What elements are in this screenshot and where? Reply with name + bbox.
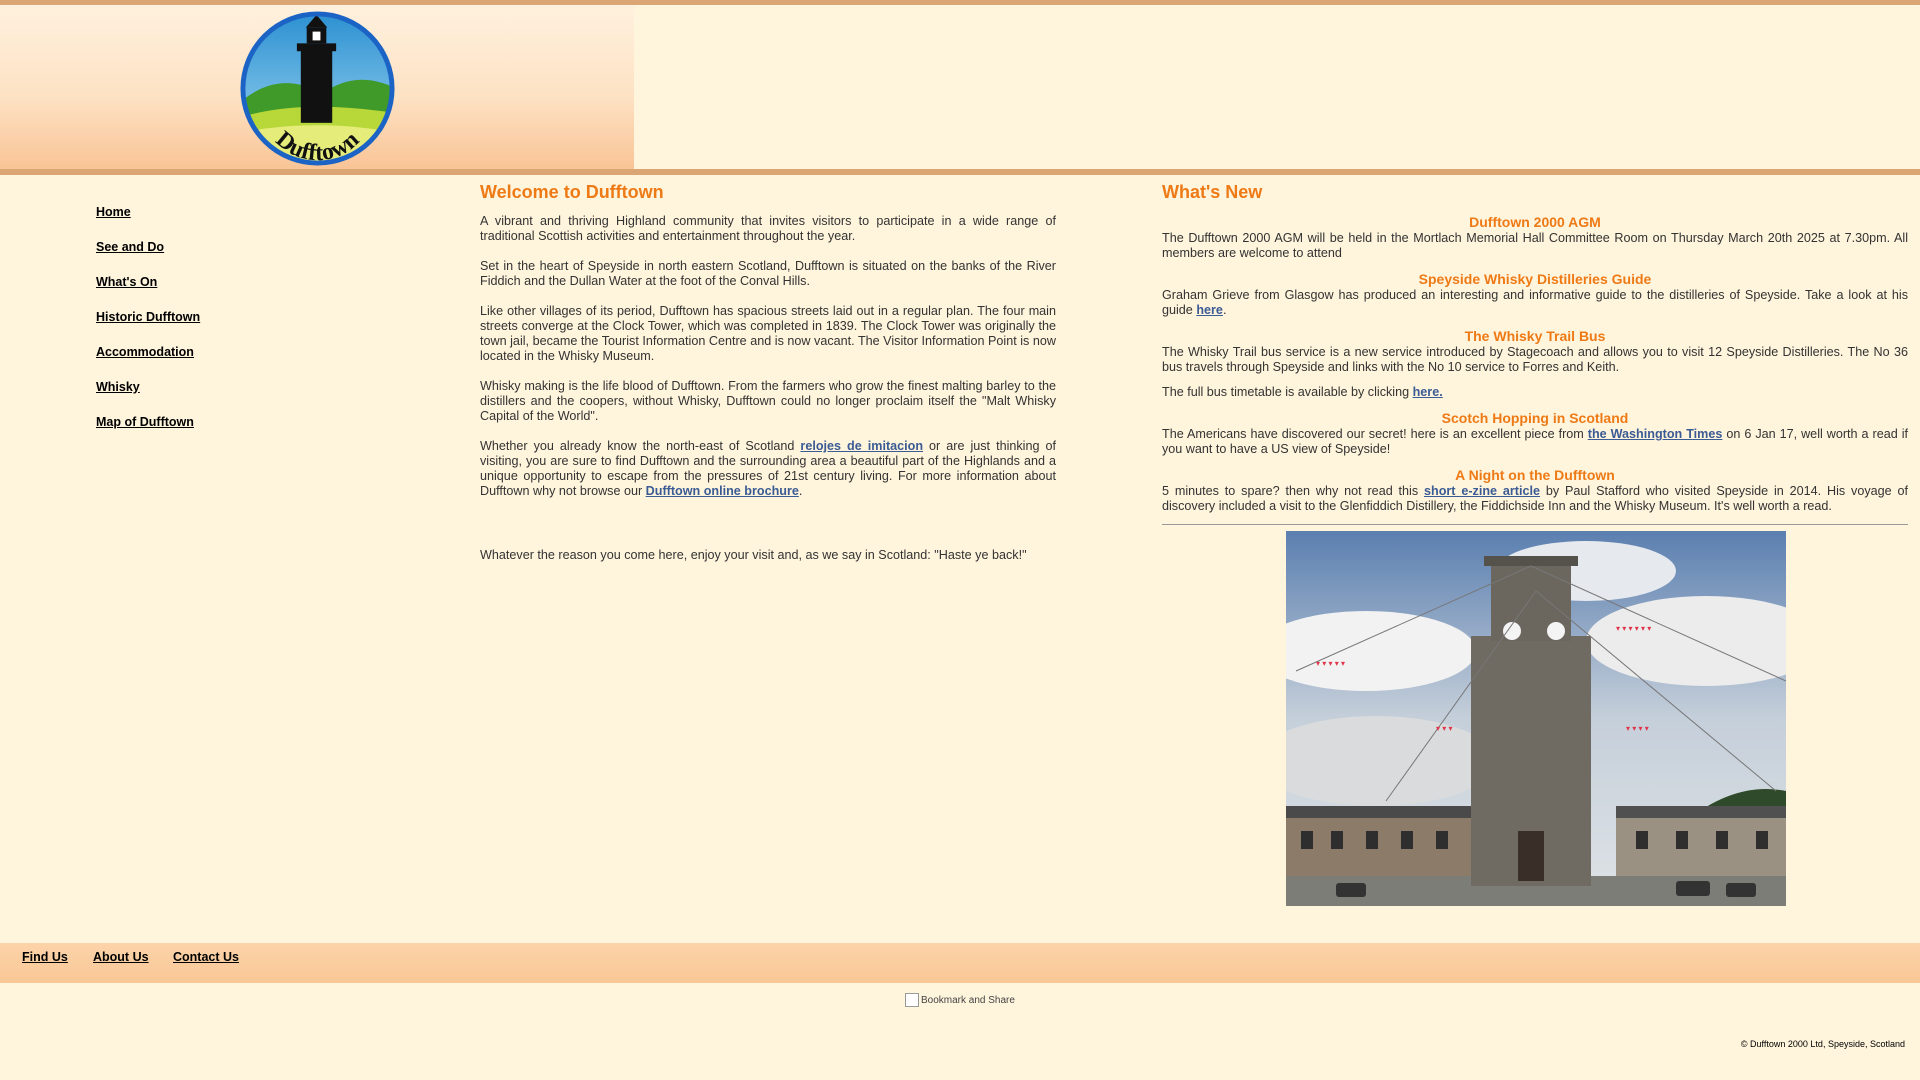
text-span: Whether you already know the north-east of Scotland [480,439,801,453]
whats-new-title: What's New [1162,182,1263,202]
welcome-paragraph: Whisky making is the life blood of Dufftown. From the farmers who grow the finest malting barley to the distillers and the coopers, without Whisky, Dufftown could no longer proclaim itself the "Malt Whisky Capital of the World". [480,379,1056,423]
nav-whisky[interactable]: Whisky [96,380,140,394]
svg-text:▾ ▾ ▾: ▾ ▾ ▾ [1436,724,1453,733]
nav-whats-on[interactable]: What's On [96,275,158,289]
text-span: 5 minutes to spare? then why not read this [1162,484,1425,498]
svg-text:▾ ▾ ▾ ▾ ▾ ▾: ▾ ▾ ▾ ▾ ▾ ▾ [1616,624,1652,633]
text-span: The Americans have discovered our secret! here is an excellent piece from [1162,427,1588,441]
guide-here-link[interactable]: here [1196,303,1223,317]
nav-map-of-dufftown[interactable]: Map of Dufftown [96,415,194,429]
logo-text: Dufftown [270,126,365,167]
news-text [1162,288,1908,318]
welcome-title: Welcome to Dufftown [480,182,664,202]
left-nav [96,204,356,449]
news-text: The Whisky Trail bus service is a new service introduced by Stagecoach and allows you to visit 12 Speyside Distilleries. The No 36 bus travels through Speyside and links with the No 10 service to Forres and Keith. [1162,345,1908,374]
nav-home[interactable]: Home [96,205,131,219]
text-span: or are just thinking of visiting, you are sure to find Dufftown and the surrounding area a beautiful part of the Highlands and a unique opportunity to escape from the pressures of 21st century living. For more information about Dufftown why not browse our [480,439,1056,498]
bookmark-share-button[interactable] [905,993,1015,1007]
welcome-paragraph: Set in the heart of Speyside in north eastern Scotland, Dufftown is situated on the banks of the River Fiddich and the Dullan Water at the foot of the Conval Hills. [480,259,1056,288]
copyright: © Dufftown 2000 Ltd, Speyside, Scotland [1740,1039,1905,1049]
nav-accommodation[interactable]: Accommodation [96,345,194,359]
welcome-paragraph: A vibrant and thriving Highland community that invites visitors to participate in a wide range of traditional Scottish activities and entertainment throughout the year. [480,214,1056,243]
welcome-section [480,182,1056,578]
text-span: . [1222,303,1227,317]
svg-text:▾ ▾ ▾ ▾: ▾ ▾ ▾ ▾ [1626,724,1649,733]
header-divider [0,169,1920,175]
text-span: Graham Grieve from Glasgow has produced an interesting and informative guide to the distilleries of Speyside. Take a look at his guide [1162,288,1908,317]
footer-bar [0,943,1920,983]
news-heading: Scotch Hopping in Scotland [1441,410,1629,426]
text-span: on 6 Jan 17, well worth a read if you want to have a US view of Speyside! [1162,427,1909,456]
bookmark-alt-text: Bookmark and Share [921,994,1015,1006]
nav-historic-dufftown[interactable]: Historic Dufftown [96,310,201,324]
brochure-link[interactable]: Dufftown online brochure [645,484,799,498]
welcome-paragraph [480,439,1056,499]
whats-new-section [1162,182,1909,525]
clock-tower-photo [1286,531,1786,906]
broken-image-icon [905,993,919,1007]
timetable-here-link[interactable]: here. [1412,385,1443,399]
washington-times-link[interactable]: the Washington Times [1587,427,1723,441]
footer-contact-us[interactable]: Contact Us [173,950,239,964]
footer-about-us[interactable]: About Us [93,950,149,964]
news-text [1162,385,1908,400]
welcome-closing: Whatever the reason you come here, enjoy your visit and, as we say in Scotland: "Haste ye back!" [480,548,1027,562]
news-divider [1162,524,1908,525]
news-text [1162,427,1908,457]
nav-see-and-do[interactable]: See and Do [96,240,165,254]
news-text: The Dufftown 2000 AGM will be held in the Mortlach Memorial Hall Committee Room on Thursday March 20th 2025 at 7.30pm. All members are welcome to attend [1162,231,1908,260]
welcome-paragraph: Like other villages of its period, Dufftown has spacious streets laid out in a regular plan. The four main streets converge at the Clock Tower, which was completed in 1839. The Clock Tower was originally the town jail, became the Tourist Information Centre and is now vacant. The Visitor Information Point is now located in the Whisky Museum. [480,304,1056,363]
news-text [1162,484,1908,514]
dufftown-logo[interactable] [239,10,396,167]
ezine-article-link[interactable]: short e-zine article [1424,484,1541,498]
svg-text:▾ ▾ ▾ ▾ ▾: ▾ ▾ ▾ ▾ ▾ [1316,659,1345,668]
relojes-link[interactable]: relojes de imitacion [800,439,924,453]
text-span: . [798,484,803,498]
text-span: The full bus timetable is available by clicking [1162,385,1413,399]
news-heading: The Whisky Trail Bus [1464,328,1606,344]
news-heading: Dufftown 2000 AGM [1469,214,1601,230]
news-heading: Speyside Whisky Distilleries Guide [1418,271,1652,287]
footer-find-us[interactable]: Find Us [22,950,68,964]
text-span: by Paul Stafford who visited Speyside in 2014. His voyage of discovery included a visit to the Glenfiddich Distillery, the Fiddichside Inn and the Whisky Museum. It's well worth a read. [1162,484,1909,513]
news-heading: A Night on the Dufftown [1455,467,1615,483]
